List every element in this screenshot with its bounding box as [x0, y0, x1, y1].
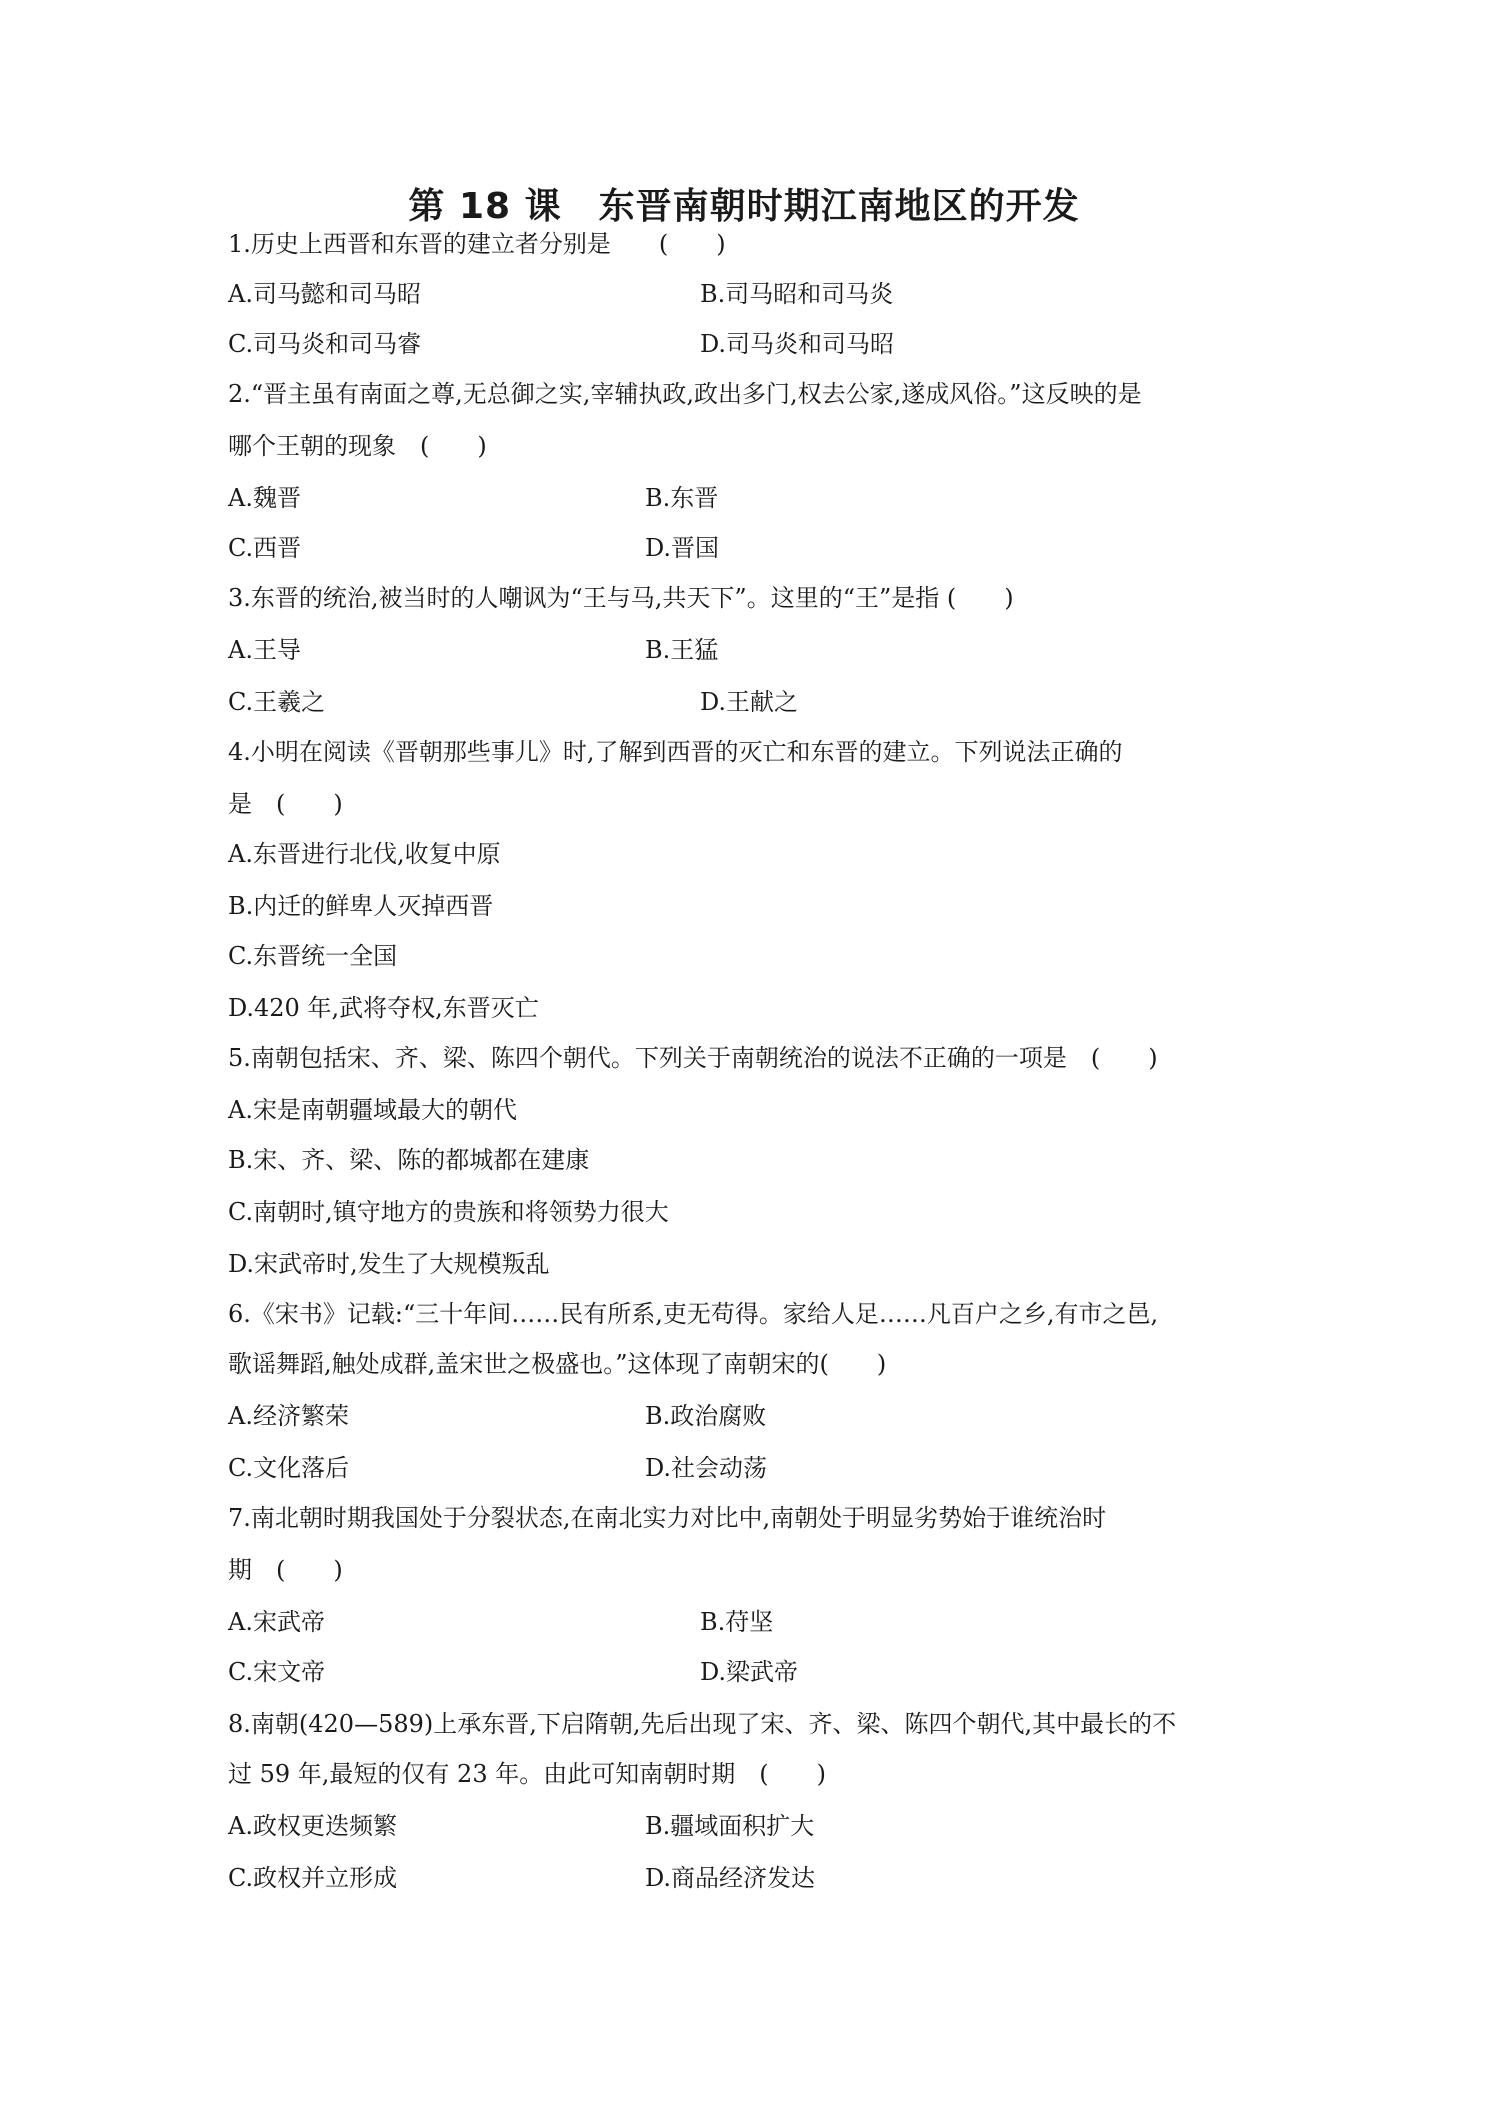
q7-option-b: B.苻坚	[700, 1608, 774, 1636]
q1-option-c: C.司马炎和司马睿	[228, 330, 422, 358]
question-2-stem-line-1: 2.“晋主虽有南面之尊,无总御之实,宰辅执政,政出多门,权去公家,遂成风俗。”这反映的是	[228, 380, 1142, 408]
q5-option-a: A.宋是南朝疆域最大的朝代	[228, 1096, 517, 1124]
q8-option-a: A.政权更迭频繁	[228, 1812, 397, 1840]
question-3-stem: 3.东晋的统治,被当时的人嘲讽为“王与马,共天下”。这里的“王”是指 ( )	[228, 584, 1014, 612]
q6-option-b: B.政治腐败	[645, 1402, 767, 1430]
q7-option-a: A.宋武帝	[228, 1608, 325, 1636]
question-4-stem-line-1: 4.小明在阅读《晋朝那些事儿》时,了解到西晋的灭亡和东晋的建立。下列说法正确的	[228, 738, 1123, 766]
q7-option-c: C.宋文帝	[228, 1658, 326, 1686]
page-title: 第 18 课 东晋南朝时期江南地区的开发	[408, 186, 1080, 227]
q8-option-c: C.政权并立形成	[228, 1864, 398, 1892]
q4-option-d: D.420 年,武将夺权,东晋灭亡	[228, 994, 539, 1022]
q6-option-d: D.社会动荡	[645, 1454, 768, 1482]
q2-option-a: A.魏晋	[228, 484, 301, 512]
q5-option-d: D.宋武帝时,发生了大规模叛乱	[228, 1250, 550, 1278]
q5-option-b: B.宋、齐、梁、陈的都城都在建康	[228, 1146, 590, 1174]
q3-option-d: D.王献之	[700, 688, 799, 716]
question-4-stem-line-2: 是 ( )	[228, 790, 343, 818]
q2-option-c: C.西晋	[228, 534, 302, 562]
question-5-stem: 5.南朝包括宋、齐、梁、陈四个朝代。下列关于南朝统治的说法不正确的一项是 ( )	[228, 1044, 1158, 1072]
q1-option-b: B.司马昭和司马炎	[700, 280, 894, 308]
q1-option-a: A.司马懿和司马昭	[228, 280, 421, 308]
q3-option-b: B.王猛	[645, 636, 719, 664]
q1-option-d: D.司马炎和司马昭	[700, 330, 895, 358]
q4-option-c: C.东晋统一全国	[228, 942, 398, 970]
question-1-stem: 1.历史上西晋和东晋的建立者分别是 ( )	[228, 230, 726, 258]
question-2-stem-line-2: 哪个王朝的现象 ( )	[228, 432, 487, 460]
q3-option-a: A.王导	[228, 636, 301, 664]
question-8-stem-line-2: 过 59 年,最短的仅有 23 年。由此可知南朝时期 ( )	[228, 1760, 826, 1788]
q6-option-a: A.经济繁荣	[228, 1402, 349, 1430]
question-7-stem-line-2: 期 ( )	[228, 1556, 343, 1584]
q5-option-c: C.南朝时,镇守地方的贵族和将领势力很大	[228, 1198, 669, 1226]
q6-option-c: C.文化落后	[228, 1454, 350, 1482]
question-7-stem-line-1: 7.南北朝时期我国处于分裂状态,在南北实力对比中,南朝处于明显劣势始于谁统治时	[228, 1504, 1107, 1532]
q4-option-b: B.内迁的鲜卑人灭掉西晋	[228, 892, 494, 920]
question-6-stem-line-2: 歌谣舞蹈,触处成群,盖宋世之极盛也。”这体现了南朝宋的( )	[228, 1350, 887, 1378]
q4-option-a: A.东晋进行北伐,收复中原	[228, 840, 501, 868]
q8-option-b: B.疆域面积扩大	[645, 1812, 815, 1840]
question-6-stem-line-1: 6.《宋书》记载:“三十年间……民有所系,吏无苟得。家给人足……凡百户之乡,有市之邑,	[228, 1300, 1159, 1328]
q2-option-d: D.晋国	[645, 534, 720, 562]
q3-option-c: C.王羲之	[228, 688, 326, 716]
q2-option-b: B.东晋	[645, 484, 719, 512]
q8-option-d: D.商品经济发达	[645, 1864, 816, 1892]
question-8-stem-line-1: 8.南朝(420—589)上承东晋,下启隋朝,先后出现了宋、齐、梁、陈四个朝代,其中最长的不	[228, 1710, 1177, 1738]
q7-option-d: D.梁武帝	[700, 1658, 799, 1686]
